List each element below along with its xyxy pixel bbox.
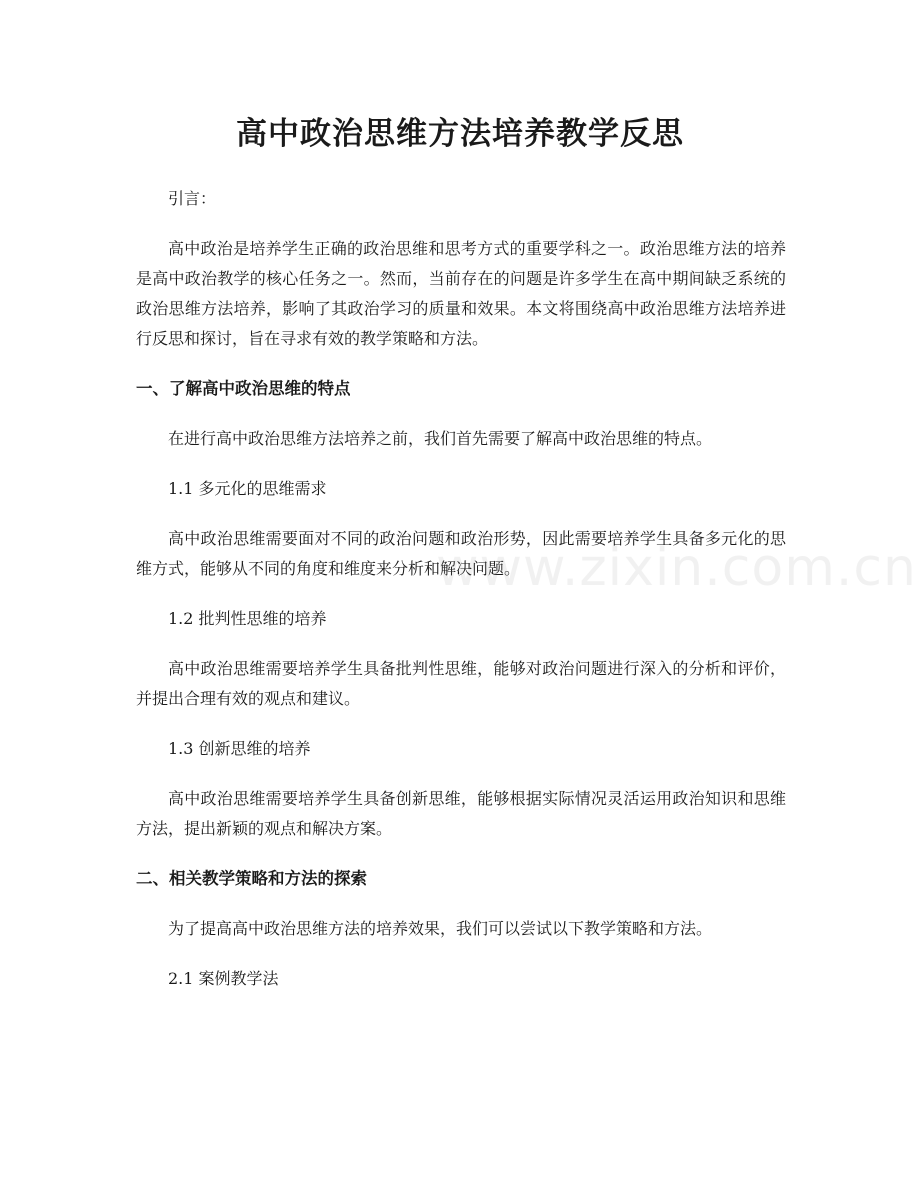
section-heading-2: 二、相关教学策略和方法的探索 — [136, 869, 367, 888]
subsection-heading-1-2: 1.2 批判性思维的培养 — [168, 609, 327, 628]
document-body — [136, 184, 786, 1014]
section-heading-1: 一、了解高中政治思维的特点 — [136, 379, 351, 398]
paragraph: 高中政治思维需要面对不同的政治问题和政治形势，因此需要培养学生具备多元化的思维方式，能够从不同的角度和维度来分析和解决问题。 — [136, 529, 786, 578]
watermark-text: www.zixin.com.cn — [436, 538, 917, 598]
paragraph: 为了提高高中政治思维方法的培养效果，我们可以尝试以下教学策略和方法。 — [168, 919, 713, 938]
subsection-heading-2-1: 2.1 案例教学法 — [168, 969, 279, 988]
paragraph: 高中政治思维需要培养学生具备批判性思维，能够对政治问题进行深入的分析和评价，并提出合理有效的观点和建议。 — [136, 659, 786, 708]
paragraph-intro-label: 引言： — [168, 189, 217, 208]
paragraph: 高中政治思维需要培养学生具备创新思维，能够根据实际情况灵活运用政治知识和思维方法，提出新颖的观点和解决方案。 — [136, 789, 786, 838]
document-title: 高中政治思维方法培养教学反思 — [236, 116, 684, 152]
paragraph-intro: 高中政治是培养学生正确的政治思维和思考方式的重要学科之一。政治思维方法的培养是高中政治教学的核心任务之一。然而，当前存在的问题是许多学生在高中期间缺乏系统的政治思维方法培养，影响了其政治学习的质量和效果。本文将围绕高中政治思维方法培养进行反思和探讨，旨在寻求有效的教学策略和方法。 — [136, 239, 786, 348]
subsection-heading-1-1: 1.1 多元化的思维需求 — [168, 479, 327, 498]
paragraph: 在进行高中政治思维方法培养之前，我们首先需要了解高中政治思维的特点。 — [168, 429, 713, 448]
subsection-heading-1-3: 1.3 创新思维的培养 — [168, 739, 311, 758]
